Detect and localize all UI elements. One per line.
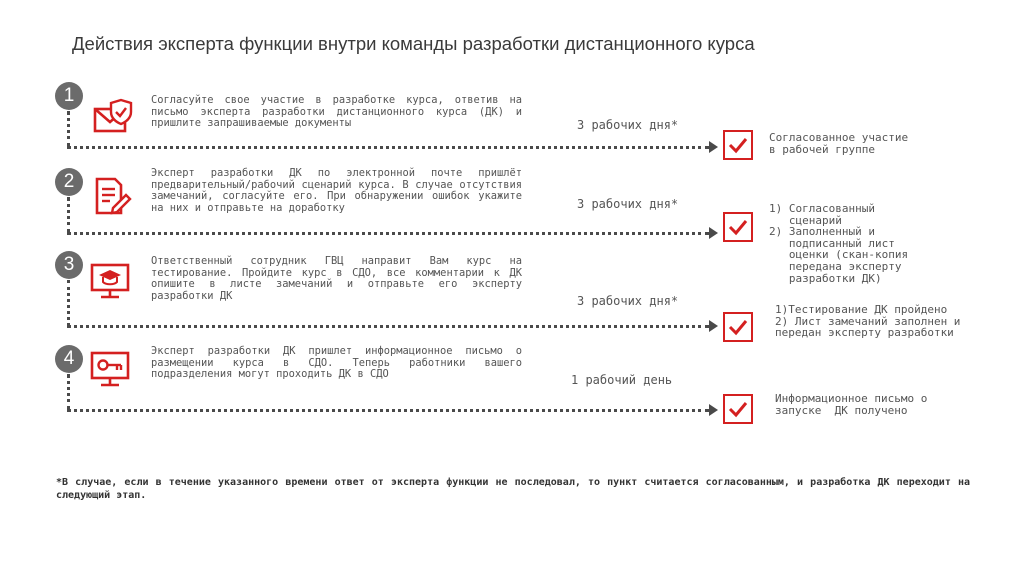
arrowhead-icon (709, 141, 718, 153)
monitor-key-icon (90, 350, 130, 390)
shield-envelope-icon (93, 97, 133, 137)
step-result: 1)Тестирование ДК пройдено 2) Лист замечаний заполнен и передан эксперту разработки (775, 303, 961, 340)
checkmark-icon (723, 312, 753, 342)
timeline-arrow-line (67, 146, 709, 149)
step-duration: 3 рабочих дня* (577, 197, 679, 211)
step-description: Ответственный сотрудник ГВЦ направит Вам курс на тестирование. Пройдите курс в СДО, все комментарии к ДК опишите в листе замечаний и отправьте его эксперту разработки ДК (151, 255, 522, 302)
checkmark-icon (723, 212, 753, 242)
step-number-badge: 2 (55, 168, 83, 196)
timeline-connector (67, 111, 70, 147)
step-result: 1) Согласованный сценарий 2) Заполненный и подписанный лист оценки (скан-копия передана эксперту разработки ДК) (769, 202, 909, 285)
timeline-connector (67, 280, 70, 326)
checkmark-icon (723, 130, 753, 160)
arrowhead-icon (709, 227, 718, 239)
step-description: Согласуйте свое участие в разработке курса, ответив на письмо эксперта разработки дистанционного курса (ДК) и пришлите запрашиваемые документы (151, 94, 522, 130)
step-result: Информационное письмо о запуске ДК получено (775, 392, 928, 417)
step-duration: 3 рабочих дня* (577, 118, 679, 132)
checkmark-icon (723, 394, 753, 424)
document-pen-icon (93, 177, 133, 217)
step-number-badge: 4 (55, 345, 83, 373)
monitor-graduation-cap-icon (90, 262, 130, 302)
arrowhead-icon (709, 320, 718, 332)
timeline-arrow-line (67, 325, 709, 328)
step-number-badge: 3 (55, 251, 83, 279)
step-number-badge: 1 (55, 82, 83, 110)
timeline-connector (67, 197, 70, 233)
step-description: Эксперт разработки ДК по электронной почте пришлёт предварительный/рабочий сценарий курса. В случае отсутствия замечаний, согласуйте его. При обнаружении ошибок укажите на них и отправьте на доработку (151, 167, 522, 214)
step-duration: 3 рабочих дня* (577, 294, 679, 308)
step-result: Согласованное участие в рабочей группе (769, 131, 909, 156)
step-description: Эксперт разработки ДК пришлет информационное письмо о размещении курса в СДО. Теперь работники вашего подразделения могут проходить ДК в СДО (151, 345, 522, 381)
page-title: Действия эксперта функции внутри команды разработки дистанционного курса (72, 33, 755, 54)
timeline-arrow-line (67, 409, 709, 412)
arrowhead-icon (709, 404, 718, 416)
timeline-connector (67, 374, 70, 410)
timeline-arrow-line (67, 232, 709, 235)
footnote: *В случае, если в течение указанного времени ответ от эксперта функции не последовал, то пункт считается согласованным, и разработка ДК переходит на следующий этап. (56, 477, 970, 501)
step-duration: 1 рабочий день (571, 373, 673, 387)
